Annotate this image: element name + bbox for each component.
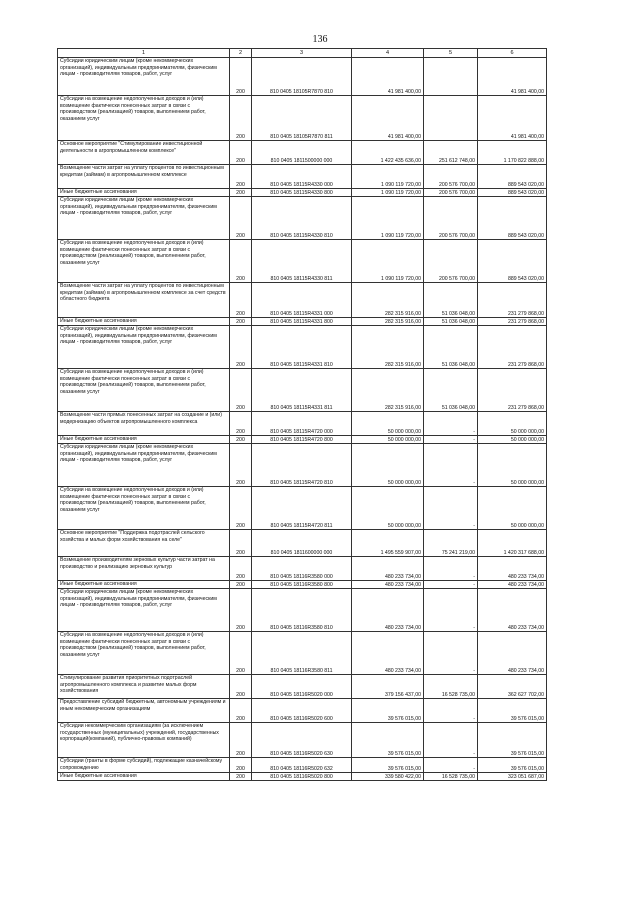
table-body: [58, 58, 547, 781]
table-row: [58, 412, 547, 436]
row-name-cell: Основное мероприятие "Стимулирование инвестиционной деятельности в агропромышленном комплексе": [58, 141, 230, 165]
row-value-2-cell: 251 612 748,00: [424, 141, 478, 165]
table-row: [58, 141, 547, 165]
row-name-cell: Субсидии юридическим лицам (кроме некоммерческих организаций), индивидуальным предпринимателям, физическим лицам - производителям товаров, работ, услуг: [58, 589, 230, 632]
row-value-3-cell: 231 279 868,00: [478, 318, 547, 326]
row-code-2-cell: 200: [230, 412, 252, 436]
row-value-1-cell: 39 576 015,00: [352, 758, 424, 773]
table-row: [58, 326, 547, 369]
row-code-2-cell: 200: [230, 283, 252, 318]
table-row: [58, 444, 547, 487]
table-row: [58, 557, 547, 581]
row-name-cell: Возмещение части затрат на уплату процентов по инвестиционным кредитам (займам) в агропромышленном комплексе за счет средств областного бюджета: [58, 283, 230, 318]
row-code-2-cell: 200: [230, 165, 252, 189]
row-classification-code-cell: 810 0405 18105R7870 811: [252, 96, 352, 141]
row-classification-code-cell: 810 0405 18116R3580 810: [252, 589, 352, 632]
row-value-1-cell: 1 090 119 720,00: [352, 197, 424, 240]
row-value-1-cell: 41 981 400,00: [352, 96, 424, 141]
row-classification-code-cell: 810 0405 18115R4330 811: [252, 240, 352, 283]
row-value-1-cell: 50 000 000,00: [352, 412, 424, 436]
row-value-2-cell: -: [424, 723, 478, 758]
row-value-1-cell: 480 233 734,00: [352, 557, 424, 581]
row-value-1-cell: 1 495 559 907,00: [352, 530, 424, 557]
row-value-1-cell: 480 233 734,00: [352, 632, 424, 675]
row-value-3-cell: 41 981 400,00: [478, 58, 547, 96]
row-code-2-cell: 200: [230, 197, 252, 240]
table-row: [58, 165, 547, 189]
row-value-3-cell: 889 543 020,00: [478, 165, 547, 189]
column-header: 4: [352, 49, 424, 58]
row-classification-code-cell: 810 0405 18115R4720 000: [252, 412, 352, 436]
row-name-cell: Субсидии некоммерческим организациям (за исключением государственных (муниципальных) учреждений, государственных корпораций(компаний), публично-правовых компаний): [58, 723, 230, 758]
row-value-3-cell: 480 233 734,00: [478, 589, 547, 632]
row-code-2-cell: 200: [230, 436, 252, 444]
row-classification-code-cell: 810 0405 1811500000 000: [252, 141, 352, 165]
table-row: [58, 632, 547, 675]
row-value-1-cell: 339 580 422,00: [352, 773, 424, 781]
row-value-3-cell: 231 279 868,00: [478, 283, 547, 318]
row-value-3-cell: 231 279 868,00: [478, 326, 547, 369]
row-classification-code-cell: 810 0405 18115R4330 800: [252, 189, 352, 197]
row-code-2-cell: 200: [230, 530, 252, 557]
row-value-2-cell: 16 528 735,00: [424, 773, 478, 781]
row-value-1-cell: 282 315 916,00: [352, 369, 424, 412]
row-value-3-cell: 1 420 317 688,00: [478, 530, 547, 557]
table-row: [58, 189, 547, 197]
row-code-2-cell: 200: [230, 141, 252, 165]
row-value-2-cell: 200 576 700,00: [424, 197, 478, 240]
table-row: [58, 96, 547, 141]
column-header: 2: [230, 49, 252, 58]
row-value-2-cell: -: [424, 444, 478, 487]
row-value-2-cell: 51 036 048,00: [424, 283, 478, 318]
table-row: [58, 240, 547, 283]
row-value-1-cell: 41 981 400,00: [352, 58, 424, 96]
row-name-cell: Стимулирование развития приоритетных подотраслей агропромышленного комплекса и развитие малых форм хозяйствования: [58, 675, 230, 699]
row-classification-code-cell: 810 0405 18115R4331 811: [252, 369, 352, 412]
row-value-3-cell: 50 000 000,00: [478, 412, 547, 436]
row-code-2-cell: 200: [230, 699, 252, 723]
row-value-3-cell: 50 000 000,00: [478, 487, 547, 530]
row-code-2-cell: 200: [230, 189, 252, 197]
row-value-1-cell: 1 090 119 720,00: [352, 165, 424, 189]
column-header: 3: [252, 49, 352, 58]
row-value-2-cell: 51 036 048,00: [424, 326, 478, 369]
table-row: [58, 589, 547, 632]
row-name-cell: Иные бюджетные ассигнования: [58, 189, 230, 197]
row-value-1-cell: 50 000 000,00: [352, 444, 424, 487]
row-code-2-cell: 200: [230, 675, 252, 699]
row-value-2-cell: -: [424, 557, 478, 581]
table-header-row: [58, 49, 547, 58]
row-value-1-cell: 50 000 000,00: [352, 436, 424, 444]
row-classification-code-cell: 810 0405 18116R3580 811: [252, 632, 352, 675]
row-code-2-cell: 200: [230, 240, 252, 283]
column-header: 5: [424, 49, 478, 58]
row-classification-code-cell: 810 0405 18116R3580 000: [252, 557, 352, 581]
row-value-1-cell: 39 576 015,00: [352, 723, 424, 758]
row-value-2-cell: -: [424, 699, 478, 723]
row-code-2-cell: 200: [230, 581, 252, 589]
row-value-3-cell: 480 233 734,00: [478, 557, 547, 581]
row-value-3-cell: 323 051 687,00: [478, 773, 547, 781]
row-value-1-cell: 379 156 437,00: [352, 675, 424, 699]
row-value-3-cell: 889 543 020,00: [478, 189, 547, 197]
row-value-2-cell: -: [424, 581, 478, 589]
row-value-3-cell: 50 000 000,00: [478, 436, 547, 444]
row-name-cell: Субсидии на возмещение недополученных доходов и (или) возмещение фактически понесенных затрат в связи с производством (реализацией) товаров, выполнением работ, оказанием услуг: [58, 96, 230, 141]
row-name-cell: Субсидии юридическим лицам (кроме некоммерческих организаций), индивидуальным предпринимателям, физическим лицам - производителям товаров, работ, услуг: [58, 58, 230, 96]
row-name-cell: Возмещение части затрат на уплату процентов по инвестиционным кредитам (займам) в агропромышленном комплексе: [58, 165, 230, 189]
row-classification-code-cell: 810 0405 18105R7870 810: [252, 58, 352, 96]
row-classification-code-cell: 810 0405 18116R5020 630: [252, 723, 352, 758]
table-row: [58, 723, 547, 758]
row-code-2-cell: 200: [230, 557, 252, 581]
row-value-2-cell: -: [424, 436, 478, 444]
row-name-cell: Субсидии на возмещение недополученных доходов и (или) возмещение фактически понесенных затрат в связи с производством (реализацией) товаров, выполнением работ, оказанием услуг: [58, 632, 230, 675]
row-code-2-cell: 200: [230, 318, 252, 326]
row-code-2-cell: 200: [230, 632, 252, 675]
row-value-3-cell: 480 233 734,00: [478, 632, 547, 675]
row-code-2-cell: 200: [230, 96, 252, 141]
row-value-2-cell: 51 036 048,00: [424, 318, 478, 326]
row-name-cell: Субсидии на возмещение недополученных доходов и (или) возмещение фактически понесенных затрат в связи с производством (реализацией) товаров, выполнением работ, оказанием услуг: [58, 369, 230, 412]
row-value-3-cell: 480 233 734,00: [478, 581, 547, 589]
row-value-3-cell: 889 543 020,00: [478, 240, 547, 283]
row-code-2-cell: 200: [230, 589, 252, 632]
row-classification-code-cell: 810 0405 18116R5020 600: [252, 699, 352, 723]
row-classification-code-cell: 810 0405 18116R3580 800: [252, 581, 352, 589]
row-classification-code-cell: 810 0405 18116R5020 000: [252, 675, 352, 699]
row-classification-code-cell: 810 0405 18115R4720 800: [252, 436, 352, 444]
row-value-2-cell: 75 241 219,00: [424, 530, 478, 557]
row-value-3-cell: 1 170 822 888,00: [478, 141, 547, 165]
table-row: [58, 318, 547, 326]
table-row: [58, 675, 547, 699]
row-name-cell: Иные бюджетные ассигнования: [58, 773, 230, 781]
row-code-2-cell: 200: [230, 758, 252, 773]
row-value-2-cell: -: [424, 758, 478, 773]
row-value-1-cell: 282 315 916,00: [352, 326, 424, 369]
row-classification-code-cell: 810 0405 18115R4330 810: [252, 197, 352, 240]
row-value-2-cell: -: [424, 632, 478, 675]
row-value-3-cell: 889 543 020,00: [478, 197, 547, 240]
row-value-2-cell: [424, 58, 478, 96]
row-value-3-cell: 41 981 400,00: [478, 96, 547, 141]
table-row: [58, 773, 547, 781]
row-value-2-cell: 51 036 048,00: [424, 369, 478, 412]
row-value-2-cell: 200 576 700,00: [424, 240, 478, 283]
row-value-3-cell: 39 576 015,00: [478, 699, 547, 723]
row-value-1-cell: 282 315 916,00: [352, 283, 424, 318]
row-value-3-cell: 231 279 868,00: [478, 369, 547, 412]
row-classification-code-cell: 810 0405 1811600000 000: [252, 530, 352, 557]
row-name-cell: Возмещение производителям зерновых культур части затрат на производство и реализацию зерновых культур: [58, 557, 230, 581]
row-value-1-cell: 1 090 119 720,00: [352, 240, 424, 283]
table-row: [58, 58, 547, 96]
table-row: [58, 530, 547, 557]
column-header: 1: [58, 49, 230, 58]
row-value-2-cell: -: [424, 412, 478, 436]
row-name-cell: Субсидии юридическим лицам (кроме некоммерческих организаций), индивидуальным предпринимателям, физическим лицам - производителям товаров, работ, услуг: [58, 197, 230, 240]
row-value-2-cell: -: [424, 487, 478, 530]
row-name-cell: Иные бюджетные ассигнования: [58, 318, 230, 326]
row-code-2-cell: 200: [230, 487, 252, 530]
row-name-cell: Основное мероприятие "Поддержка подотраслей сельского хозяйства и малых форм хозяйствования на селе": [58, 530, 230, 557]
row-value-1-cell: 1 422 435 636,00: [352, 141, 424, 165]
row-value-2-cell: 200 576 700,00: [424, 189, 478, 197]
table-row: [58, 197, 547, 240]
row-value-3-cell: 39 576 015,00: [478, 758, 547, 773]
row-classification-code-cell: 810 0405 18115R4720 811: [252, 487, 352, 530]
row-value-2-cell: 16 528 735,00: [424, 675, 478, 699]
row-name-cell: Субсидии на возмещение недополученных доходов и (или) возмещение фактически понесенных затрат в связи с производством (реализацией) товаров, выполнением работ, оказанием услуг: [58, 240, 230, 283]
row-value-1-cell: 1 090 119 720,00: [352, 189, 424, 197]
budget-table: [57, 48, 547, 781]
row-name-cell: Возмещение части прямых понесенных затрат на создание и (или) модернизацию объектов агропромышленного комплекса: [58, 412, 230, 436]
row-name-cell: Субсидии юридическим лицам (кроме некоммерческих организаций), индивидуальным предпринимателям, физическим лицам - производителям товаров, работ, услуг: [58, 444, 230, 487]
row-classification-code-cell: 810 0405 18116R5020 632: [252, 758, 352, 773]
row-name-cell: Иные бюджетные ассигнования: [58, 581, 230, 589]
row-value-1-cell: 480 233 734,00: [352, 589, 424, 632]
column-header: 6: [478, 49, 547, 58]
row-value-1-cell: 480 233 734,00: [352, 581, 424, 589]
row-value-3-cell: 50 000 000,00: [478, 444, 547, 487]
row-classification-code-cell: 810 0405 18116R5020 800: [252, 773, 352, 781]
row-code-2-cell: 200: [230, 326, 252, 369]
table-row: [58, 487, 547, 530]
row-code-2-cell: 200: [230, 723, 252, 758]
table-row: [58, 436, 547, 444]
row-classification-code-cell: 810 0405 18115R4331 810: [252, 326, 352, 369]
table-row: [58, 369, 547, 412]
row-classification-code-cell: 810 0405 18115R4331 000: [252, 283, 352, 318]
row-classification-code-cell: 810 0405 18115R4720 810: [252, 444, 352, 487]
row-code-2-cell: 200: [230, 369, 252, 412]
table-row: [58, 699, 547, 723]
row-value-1-cell: 282 315 916,00: [352, 318, 424, 326]
table-row: [58, 758, 547, 773]
row-code-2-cell: 200: [230, 444, 252, 487]
row-code-2-cell: 200: [230, 773, 252, 781]
row-name-cell: Предоставление субсидий бюджетным, автономным учреждениям и иным некоммерческим организациям: [58, 699, 230, 723]
row-value-3-cell: 362 627 702,00: [478, 675, 547, 699]
row-value-2-cell: [424, 96, 478, 141]
table-row: [58, 581, 547, 589]
row-value-1-cell: 39 576 015,00: [352, 699, 424, 723]
row-name-cell: Субсидии (гранты в форме субсидий), подлежащие казначейскому сопровождению: [58, 758, 230, 773]
row-classification-code-cell: 810 0405 18115R4330 000: [252, 165, 352, 189]
row-code-2-cell: 200: [230, 58, 252, 96]
page-number: 136: [312, 34, 328, 45]
row-classification-code-cell: 810 0405 18115R4331 800: [252, 318, 352, 326]
table-row: [58, 283, 547, 318]
row-value-3-cell: 39 576 015,00: [478, 723, 547, 758]
row-name-cell: Субсидии на возмещение недополученных доходов и (или) возмещение фактически понесенных затрат в связи с производством (реализацией) товаров, выполнением работ, оказанием услуг: [58, 487, 230, 530]
row-value-1-cell: 50 000 000,00: [352, 487, 424, 530]
row-name-cell: Иные бюджетные ассигнования: [58, 436, 230, 444]
row-name-cell: Субсидии юридическим лицам (кроме некоммерческих организаций), индивидуальным предпринимателям, физическим лицам - производителям товаров, работ, услуг: [58, 326, 230, 369]
row-value-2-cell: 200 576 700,00: [424, 165, 478, 189]
row-value-2-cell: -: [424, 589, 478, 632]
